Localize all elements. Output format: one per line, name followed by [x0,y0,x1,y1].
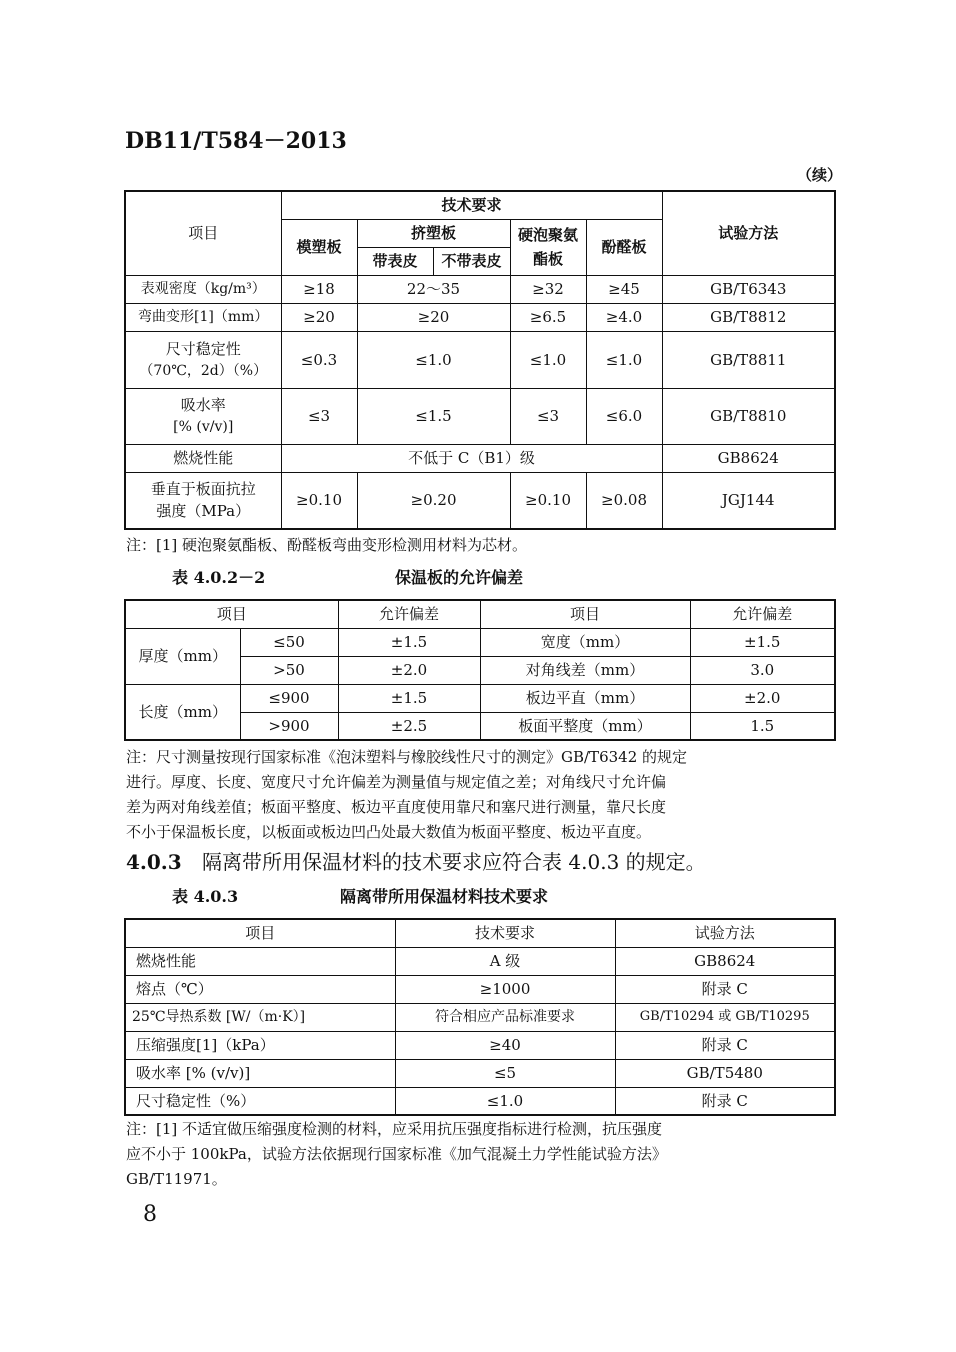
table-row: 燃烧性能 A 级 GB8624 [125,947,835,975]
table3-caption-title: 隔离带所用保温材料技术要求 [340,887,549,906]
col-xps: 挤塑板 [357,219,510,247]
table-row: 长度（mm） ≤900 ±1.5 板边平直（mm） ±2.0 [125,684,835,712]
table-row: 表观密度（kg/m³） ≥18 22～35 ≥32 ≥45 GB/T6343 [125,275,835,303]
col-pf: 酚醛板 [586,219,662,275]
table-row: 厚度（mm） ≤50 ±1.5 宽度（mm） ±1.5 [125,628,835,656]
thickness-label: 厚度（mm） [125,628,240,684]
table-row: 弯曲变形[1]（mm） ≥20 ≥20 ≥6.5 ≥4.0 GB/T8812 [125,303,835,331]
table3-caption-number: 表 4.0.3 [172,887,239,906]
clause-number: 4.0.3 [126,850,182,874]
table-row: >50 ±2.0 对角线差（mm） 3.0 [125,656,835,684]
table-tech-requirements [124,190,836,530]
table2-caption-number: 表 4.0.2－2 [172,568,266,587]
table2-caption-title: 保温板的允许偏差 [395,568,524,587]
table-row: 尺寸稳定性（%） ≤1.0 附录 C [125,1087,835,1115]
table-row: 燃烧性能 不低于 C（B1）级 GB8624 [125,444,835,472]
col-eps: 模塑板 [281,219,357,275]
table3-note: 注：[1] 不适宜做压缩强度检测的材料，应采用抗压强度指标进行检测，抗压强度 应不小于 100kPa，试验方法依据现行国家标准《加气混凝土力学性能试验方法》 GB/T11971。 [126,1120,667,1188]
length-label: 长度（mm） [125,684,240,740]
col-xps-skin: 带表皮 [357,247,433,275]
document-id: DB11/T584－2013 [125,128,347,154]
table-row: 垂直于板面抗拉 强度（MPa） ≥0.10 ≥0.20 ≥0.10 ≥0.08 JGJ144 [125,472,835,529]
clause-4-0-3 [126,846,706,875]
col-tech: 技术要求 [281,191,662,219]
col-xps-noskin: 不带表皮 [433,247,510,275]
table-row: >900 ±2.5 板面平整度（mm） 1.5 [125,712,835,740]
table-row: 吸水率 [% (v/v)] ≤3 ≤1.5 ≤3 ≤6.0 GB/T8810 [125,388,835,444]
col-method: 试验方法 [662,191,835,275]
table-row: 25℃导热系数 [W/（m·K）] 符合相应产品标准要求 GB/T10294 或 GB/T10295 [125,1003,835,1031]
table-row: 压缩强度[1]（kPa） ≥40 附录 C [125,1031,835,1059]
col-pu: 硬泡聚氨酯板 [510,219,586,275]
table-row: 尺寸稳定性 （70℃，2d）（%） ≤0.3 ≤1.0 ≤1.0 ≤1.0 GB/T8811 [125,331,835,388]
clause-text: 隔离带所用保温材料的技术要求应符合表 4.0.3 的规定。 [202,850,706,874]
table-tolerances: 项目 允许偏差 项目 允许偏差 厚度（mm） ≤50 ±1.5 宽度（mm） ±1.5 >50 ±2.0 对角线差（mm） 3.0 长度（mm） ≤900 ±1.5 板边平直（mm） ±2.0 >900 ±2.5 板面平整度（mm） 1.5 [124,599,836,741]
col-item: 项目 [125,191,281,275]
table-row: 吸水率 [% (v/v)] ≤5 GB/T5480 [125,1059,835,1087]
continued-label: （续） [797,166,843,184]
table2-note: 注：尺寸测量按现行国家标准《泡沫塑料与橡胶线性尺寸的测定》GB/T6342 的规定 进行。厚度、长度、宽度尺寸允许偏差为测量值与规定值之差；对角线尺寸允许偏 差为两对角线差值；板面平整度、板边平直度使用靠尺和塞尺进行测量，靠尺长度 不小于保温板长度，以板面或板边凹凸处最大数值为板面平整度、板边平直度。 [126,748,688,841]
table1-note: 注：[1] 硬泡聚氨酯板、酚醛板弯曲变形检测用材料为芯材。 [126,536,528,554]
table-row: 熔点（℃） ≥1000 附录 C [125,975,835,1003]
table-isolation-materials: 项目 技术要求 试验方法 燃烧性能 A 级 GB8624 熔点（℃） ≥1000 附录 C 25℃导热系数 [W/（m·K）] 符合相应产品标准要求 GB/T10294 或 GB/T10295 压缩强度[1]（kPa） ≥40 附录 C 吸水率 [% (v/v)] ≤5 GB/T5480 尺寸稳定性（%） ≤1.0 附录 C [124,918,836,1116]
page-number: 8 [143,1202,157,1227]
